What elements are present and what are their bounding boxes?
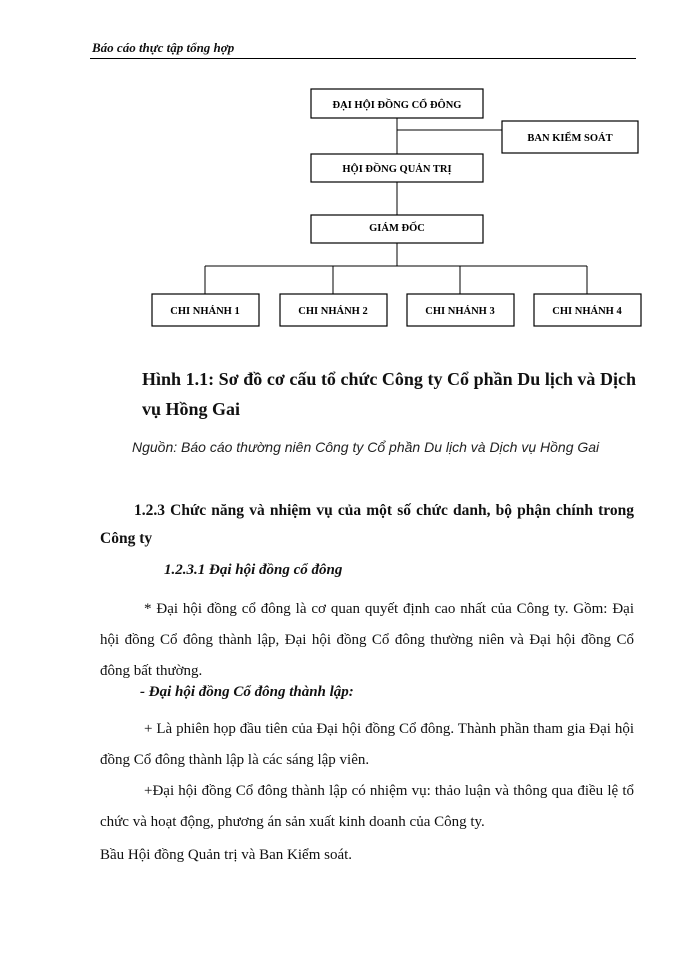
paragraph-elect-board: Bầu Hội đồng Quản trị và Ban Kiểm soát. [100,847,353,863]
paragraph-founding-duties: +Đại hội đồng Cổ đông thành lập có nhiệm vụ: thảo luận và thông qua điều lệ tổ chức và hoạt động, phương án sản xuất kinh doanh của Công ty. [100,783,634,830]
label-board-of-directors: HỘI ĐỒNG QUẢN TRỊ [342,164,452,175]
paragraph-first-session: + Là phiên họp đầu tiên của Đại hội đồng Cổ đông. Thành phần tham gia Đại hội đồng Cổ đông thành lập là các sáng lập viên. [100,721,634,768]
section-heading: 1.2.3 Chức năng và nhiệm vụ của một số chức danh, bộ phận chính trong Công ty [100,502,634,547]
figure-caption: Hình 1.1: Sơ đồ cơ cấu tổ chức Công ty Cổ phần Du lịch và Dịch vụ Hồng Gai [142,369,636,419]
label-branch-3: CHI NHÁNH 3 [425,306,495,317]
figure-source: Nguồn: Báo cáo thường niên Công ty Cổ phần Du lịch và Dịch vụ Hồng Gai [132,439,600,455]
label-branch-1: CHI NHÁNH 1 [170,306,240,317]
label-supervisory-board: BAN KIỂM SOÁT [527,133,613,144]
paragraph-general-meeting: * Đại hội đồng cổ đông là cơ quan quyết định cao nhất của Công ty. Gồm: Đại hội đồng Cổ đông thành lập, Đại hội đồng Cổ đông thường niên và Đại hội đồng Cổ đông bất thường. [100,601,634,679]
label-general-meeting: ĐẠI HỘI ĐỒNG CỔ ĐÔNG [332,100,462,111]
label-branch-2: CHI NHÁNH 2 [298,306,368,317]
label-branch-4: CHI NHÁNH 4 [552,306,622,317]
list-heading-founding-meeting: - Đại hội đồng Cổ đông thành lập: [140,684,354,700]
label-director: GIÁM ĐỐC [369,223,425,234]
org-chart [0,0,700,340]
running-header: Báo cáo thực tập tổng hợp [92,40,235,55]
subsection-heading: 1.2.3.1 Đại hội đồng cổ đông [164,562,343,578]
